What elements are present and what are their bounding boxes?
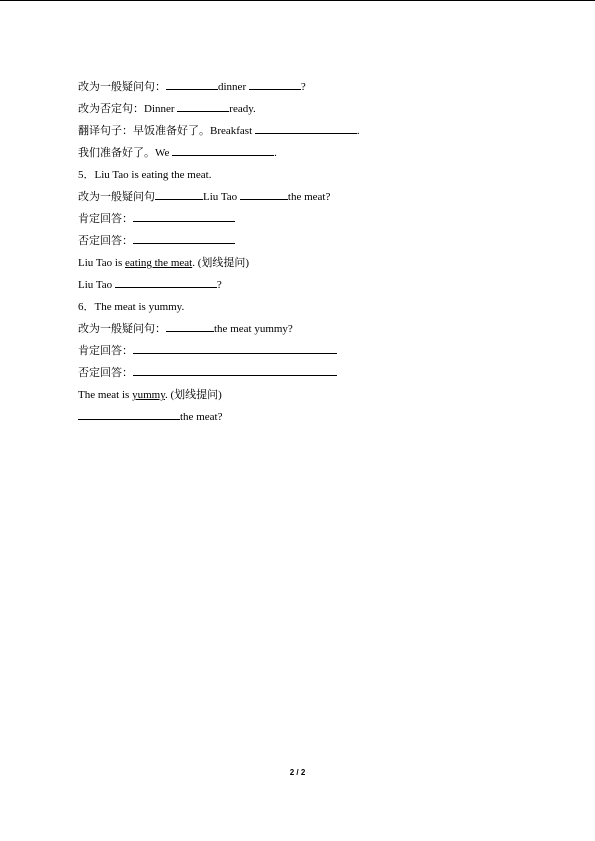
page-number: 2 / 2 xyxy=(289,768,306,777)
answer-blank[interactable] xyxy=(166,78,218,90)
answer-blank[interactable] xyxy=(255,122,357,134)
q4-translate-breakfast: 翻译句子：早饭准备好了。Breakfast . xyxy=(78,122,538,144)
answer-blank[interactable] xyxy=(133,232,235,244)
q5-heading: 5．Liu Tao is eating the meat. xyxy=(78,169,212,181)
q5-positive-answer: 肯定回答： xyxy=(78,210,538,232)
q6-negative-answer: 否定回答： xyxy=(78,364,538,386)
underlined-phrase: eating the meat xyxy=(125,257,193,269)
answer-blank[interactable] xyxy=(133,342,337,354)
answer-blank[interactable] xyxy=(115,276,217,288)
q4-negative: 改为否定句：Dinner ready. xyxy=(78,100,538,122)
q6-underline-question: The meat is yummy. (划线提问) xyxy=(78,389,222,401)
answer-blank[interactable] xyxy=(133,210,235,222)
answer-blank[interactable] xyxy=(166,320,214,332)
top-rule xyxy=(0,0,595,1)
q6-heading: 6．The meat is yummy. xyxy=(78,301,185,313)
answer-blank[interactable] xyxy=(240,188,288,200)
underlined-phrase: yummy xyxy=(132,389,165,401)
answer-blank[interactable] xyxy=(172,144,274,156)
q5-underline-question: Liu Tao is eating the meat. (划线提问) xyxy=(78,257,250,269)
answer-blank[interactable] xyxy=(155,188,203,200)
q4-general-question: 改为一般疑问句： dinner ? xyxy=(78,78,538,100)
q4-translate-we: 我们准备好了。We . xyxy=(78,144,538,166)
answer-blank[interactable] xyxy=(249,78,301,90)
q5-negative-answer: 否定回答： xyxy=(78,232,538,254)
q6-underline-answer: the meat? xyxy=(78,408,538,430)
answer-blank[interactable] xyxy=(78,408,180,420)
q5-general-question: 改为一般疑问句 Liu Tao the meat? xyxy=(78,188,538,210)
answer-blank[interactable] xyxy=(177,100,229,112)
q5-underline-answer: Liu Tao ? xyxy=(78,276,538,298)
q6-positive-answer: 肯定回答： xyxy=(78,342,538,364)
answer-blank[interactable] xyxy=(133,364,337,376)
q6-general-question: 改为一般疑问句： the meat yummy? xyxy=(78,320,538,342)
worksheet-content xyxy=(78,78,538,430)
